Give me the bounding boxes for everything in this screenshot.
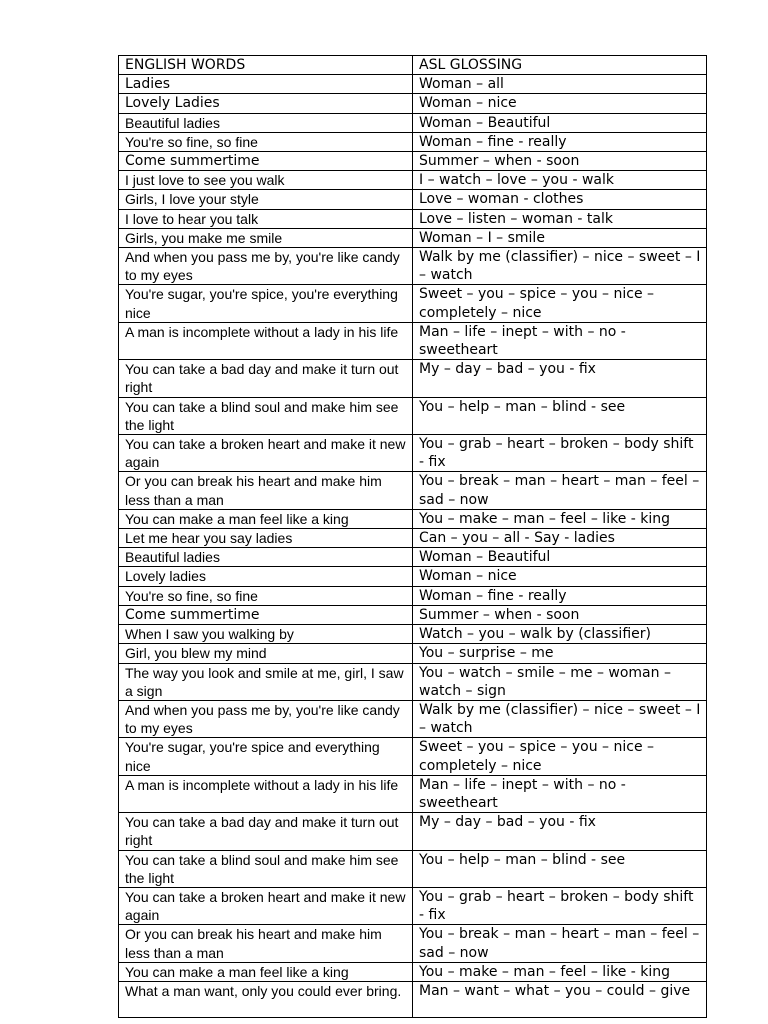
english-cell: Lovely Ladies (119, 94, 413, 113)
asl-cell: Woman – Beautiful (413, 113, 707, 132)
asl-cell: You – help – man – blind - see (413, 850, 707, 887)
asl-cell: You – break – man – heart – man – feel – sad – now (413, 472, 707, 509)
table-row (119, 775, 707, 812)
asl-cell: You – surprise – me (413, 644, 707, 663)
table-row (119, 887, 707, 924)
table-row (119, 360, 707, 397)
english-cell: A man is incomplete without a lady in his life (119, 322, 413, 359)
english-cell: Girl, you blew my mind (119, 644, 413, 663)
table-row (119, 228, 707, 247)
english-cell: And when you pass me by, you're like candy to my eyes (119, 700, 413, 737)
asl-cell: Woman – nice (413, 94, 707, 113)
asl-cell: Man – want – what – you – could – give (413, 981, 707, 1017)
english-cell: You're sugar, you're spice, you're everything nice (119, 285, 413, 322)
table-row (119, 605, 707, 624)
english-cell: You're so fine, so fine (119, 586, 413, 605)
asl-cell: Woman – Beautiful (413, 548, 707, 567)
glossing-table (118, 55, 707, 1018)
asl-cell: Man – life – inept – with – no - sweetheart (413, 322, 707, 359)
asl-cell: My – day – bad – you - fix (413, 813, 707, 850)
table-row (119, 435, 707, 472)
english-cell: Come summertime (119, 152, 413, 171)
table-row (119, 700, 707, 737)
table-row (119, 190, 707, 209)
table-row (119, 132, 707, 151)
english-cell: The way you look and smile at me, girl, I saw a sign (119, 663, 413, 700)
asl-cell: Woman – fine - really (413, 586, 707, 605)
asl-cell: Man – life – inept – with – no - sweetheart (413, 775, 707, 812)
asl-cell: You – break – man – heart – man – feel – sad – now (413, 925, 707, 962)
english-cell: You can take a broken heart and make it new again (119, 435, 413, 472)
table-row (119, 962, 707, 981)
asl-cell: Woman – all (413, 75, 707, 94)
document-page (118, 55, 706, 1018)
table-row (119, 322, 707, 359)
english-cell: And when you pass me by, you're like candy to my eyes (119, 248, 413, 285)
english-cell: You can take a blind soul and make him see the light (119, 850, 413, 887)
asl-cell: Summer – when - soon (413, 605, 707, 624)
asl-cell: I – watch – love – you - walk (413, 171, 707, 190)
asl-cell: Woman – I – smile (413, 228, 707, 247)
asl-cell: You – watch – smile – me – woman – watch – sign (413, 663, 707, 700)
english-cell: I love to hear you talk (119, 209, 413, 228)
asl-cell: You – help – man – blind - see (413, 397, 707, 434)
asl-cell: Love – woman - clothes (413, 190, 707, 209)
table-row (119, 171, 707, 190)
english-cell: You can take a bad day and make it turn out right (119, 360, 413, 397)
header-row (119, 56, 707, 75)
table-row (119, 586, 707, 605)
table-row (119, 152, 707, 171)
english-cell: I just love to see you walk (119, 171, 413, 190)
table-row (119, 75, 707, 94)
asl-cell: Can – you – all - Say - ladies (413, 529, 707, 548)
table-row (119, 625, 707, 644)
english-cell: Or you can break his heart and make him less than a man (119, 925, 413, 962)
asl-cell: Sweet – you – spice – you – nice – completely – nice (413, 738, 707, 775)
table-row (119, 644, 707, 663)
table-row (119, 472, 707, 509)
english-cell: Let me hear you say ladies (119, 529, 413, 548)
english-cell: You can take a broken heart and make it new again (119, 887, 413, 924)
english-cell: Girls, you make me smile (119, 228, 413, 247)
asl-cell: You – grab – heart – broken – body shift - fix (413, 887, 707, 924)
english-cell: Or you can break his heart and make him less than a man (119, 472, 413, 509)
table-row (119, 981, 707, 1017)
english-cell: Lovely ladies (119, 567, 413, 586)
table-row (119, 925, 707, 962)
table-row (119, 529, 707, 548)
asl-cell: You – make – man – feel – like - king (413, 962, 707, 981)
table-row (119, 548, 707, 567)
asl-cell: Love – listen – woman - talk (413, 209, 707, 228)
asl-cell: Woman – fine - really (413, 132, 707, 151)
table-row (119, 285, 707, 322)
table-row (119, 113, 707, 132)
asl-cell: Watch – you – walk by (classifier) (413, 625, 707, 644)
table-row (119, 209, 707, 228)
asl-cell: Summer – when - soon (413, 152, 707, 171)
english-cell: Come summertime (119, 605, 413, 624)
english-cell: Ladies (119, 75, 413, 94)
english-cell: You're so fine, so fine (119, 132, 413, 151)
english-cell: You can make a man feel like a king (119, 509, 413, 528)
asl-cell: Sweet – you – spice – you – nice – completely – nice (413, 285, 707, 322)
table-row (119, 248, 707, 285)
english-cell: You can take a blind soul and make him see the light (119, 397, 413, 434)
asl-cell: You – make – man – feel – like - king (413, 509, 707, 528)
asl-cell: You – grab – heart – broken – body shift - fix (413, 435, 707, 472)
english-cell: Beautiful ladies (119, 548, 413, 567)
english-cell: When I saw you walking by (119, 625, 413, 644)
english-cell: You're sugar, you're spice and everything nice (119, 738, 413, 775)
english-cell: Beautiful ladies (119, 113, 413, 132)
english-cell: What a man want, only you could ever bring. (119, 981, 413, 1017)
asl-cell: Walk by me (classifier) – nice – sweet – I – watch (413, 700, 707, 737)
asl-cell: Woman – nice (413, 567, 707, 586)
english-cell: Girls, I love your style (119, 190, 413, 209)
table-row (119, 509, 707, 528)
table-row (119, 850, 707, 887)
table-row (119, 663, 707, 700)
table-row (119, 738, 707, 775)
asl-cell: My – day – bad – you - fix (413, 360, 707, 397)
table-row (119, 813, 707, 850)
english-words-header: ENGLISH WORDS (119, 56, 413, 75)
english-cell: You can make a man feel like a king (119, 962, 413, 981)
table-row (119, 567, 707, 586)
english-cell: You can take a bad day and make it turn out right (119, 813, 413, 850)
asl-glossing-header: ASL GLOSSING (413, 56, 707, 75)
english-cell: A man is incomplete without a lady in his life (119, 775, 413, 812)
table-row (119, 94, 707, 113)
table-row (119, 397, 707, 434)
asl-cell: Walk by me (classifier) – nice – sweet – I – watch (413, 248, 707, 285)
